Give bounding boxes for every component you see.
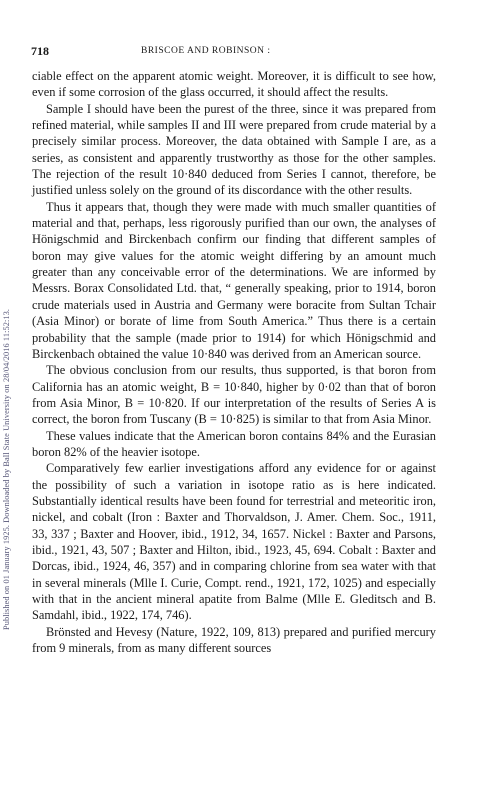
paragraph: Thus it appears that, though they were made with much smaller quantities of material and that, perhaps, less rigorously purified than our own, the analyses of Hönigschmid and Birckenbach confirm our finding that different samples of boron may give values for the atomic weight differing by an amount much greater than any conceivable error of the determinations. We are informed by Messrs. Borax Consolidated Ltd. that, “ generally speaking, prior to 1914, boron crude materials used in Austria and Germany were boracite from Sultan Tchair (Asia Minor) or borate of lime from South America.” Thus there is a certain probability that the sample (made prior to 1914) for which Hönigschmid and Birckenbach obtained the value 10·840 was derived from an American source. bbox=[32, 199, 436, 361]
paragraph: The obvious conclusion from our results, thus supported, is that boron from California has an atomic weight, B = 10·840, higher by 0·02 than that of boron from Asia Minor, B = 10·820. If our interpretation of the results of Series A is correct, the boron from Tuscany (B = 10·825) is similar to that from Asia Minor. bbox=[32, 363, 436, 427]
paragraph: Brönsted and Hevesy (Nature, 1922, 109, 813) prepared and purified mercury from 9 minerals, from as many different sources bbox=[32, 624, 436, 656]
running-head: BRISCOE AND ROBINSON : bbox=[141, 46, 271, 56]
paragraph: Comparatively few earlier investigations afford any evidence for or against the possibility of such a variation in isotope ratio as is here indicated. Substantially identical results have been found for terrestrial and meteoritic iron, nickel, and cobalt (Iron : Baxter and Thorvaldson, J. Amer. Chem. Soc., 1911, 33, 337 ; Baxter and Hoover, ibid., 1912, 34, 1657. Nickel : Baxter and Parsons, ibid., 1921, 43, 507 ; Baxter and Hilton, ibid., 1923, 45, 694. Cobalt : Baxter and Dorcas, ibid., 1924, 46, 357) and in comparing chlorine from sea water with that in several minerals (Mlle I. Curie, Compt. rend., 1921, 172, 1025) and especially with that in the ancient mineral apatite from Balme (Mlle E. Gleditsch and B. Samdahl, ibid., 1922, 174, 746). bbox=[32, 461, 436, 623]
paragraph: These values indicate that the American boron contains 84% and the Eurasian boron 82% of the heavier isotope. bbox=[32, 428, 436, 459]
page-number: 718 bbox=[31, 44, 49, 58]
download-stamp bbox=[2, 90, 16, 630]
page-header bbox=[31, 44, 440, 60]
download-stamp-text: Published on 01 January 1925. Downloaded by Ball State University on 28/04/2016 11:52:13. bbox=[2, 308, 11, 630]
article-body bbox=[32, 68, 436, 656]
paragraph: ciable effect on the apparent atomic weight. Moreover, it is difficult to see how, even if some corrosion of the glass occurred, it should affect the results. bbox=[32, 69, 436, 100]
paragraph: Sample I should have been the purest of the three, since it was prepared from refined material, while samples II and III were prepared from crude material by a precisely similar process. Moreover, the data obtained with Sample I are, as a series, as consistent and apparently trustworthy as those for the other samples. The rejection of the result 10·840 deduced from Series I cannot, therefore, be justified unless solely on the ground of its discordance with the other results. bbox=[32, 101, 436, 198]
